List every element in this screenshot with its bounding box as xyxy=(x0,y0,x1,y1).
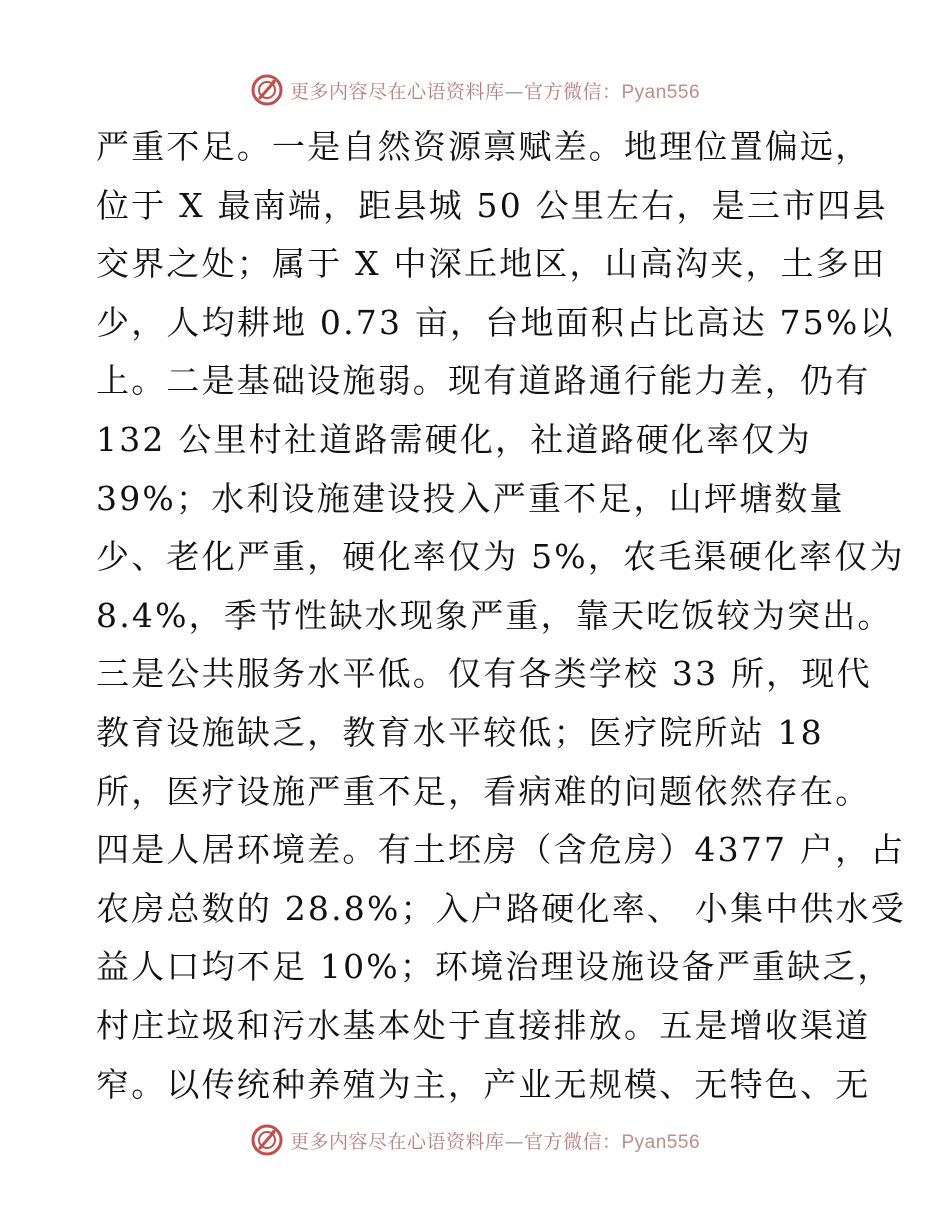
body-line: 三是公共服务水平低。仅有各类学校 33 所，现代 xyxy=(96,654,872,694)
body-line: 少，人均耕地 0.73 亩，台地面积占比高达 75%以 xyxy=(96,302,895,342)
watermark-dash: — xyxy=(504,80,524,103)
body-line: 交界之处；属于 X 中深丘地区，山高沟夹，土多田 xyxy=(96,244,887,284)
watermark-text: 更多内容尽在心语资料库 xyxy=(289,80,505,103)
official-account-id: Pyan556 xyxy=(621,1131,701,1153)
seal-logo-icon xyxy=(250,73,284,107)
body-line: 教育设施缺乏，教育水平较低；医疗院所站 18 xyxy=(96,712,824,752)
body-line: 132 公里村社道路需硬化，社道路硬化率仅为 xyxy=(96,419,812,459)
body-line: 窄。以传统种养殖为主，产业无规模、无特色、无 xyxy=(96,1064,871,1104)
document-body xyxy=(96,118,907,1114)
official-account-label: 官方微信： xyxy=(523,80,622,103)
body-line: 39%；水利设施建设投入严重不足，山坪塘数量 xyxy=(96,478,845,518)
body-line: 上。二是基础设施弱。现有道路通行能力差，仍有 xyxy=(96,361,871,401)
footer-watermark xyxy=(0,1120,950,1160)
official-account-id: Pyan556 xyxy=(621,81,701,103)
body-line: 益人口均不足 10%；环境治理设施设备严重缺乏， xyxy=(96,947,893,987)
body-line: 农房总数的 28.8%；入户路硬化率、 小集中供水受 xyxy=(96,888,907,928)
watermark-text: 更多内容尽在心语资料库 xyxy=(289,1130,505,1153)
official-account-label: 官方微信： xyxy=(523,1130,622,1153)
body-line: 村庄垃圾和污水基本处于直接排放。五是增收渠道 xyxy=(96,1005,871,1045)
header-watermark xyxy=(0,70,950,110)
body-line: 8.4%，季节性缺水现象严重，靠天吃饭较为突出。 xyxy=(96,595,893,635)
watermark-label xyxy=(290,1127,700,1154)
seal-logo-icon xyxy=(250,1123,284,1157)
body-line: 少、老化严重，硬化率仅为 5%，农毛渠硬化率仅为 xyxy=(96,537,905,577)
body-line: 所，医疗设施严重不足，看病难的问题依然存在。 xyxy=(96,771,871,811)
body-line: 位于 X 最南端，距县城 50 公里左右，是三市四县 xyxy=(96,185,888,225)
body-line: 严重不足。一是自然资源禀赋差。地理位置偏远， xyxy=(96,127,871,166)
watermark-label xyxy=(290,77,700,104)
body-line: 四是人居环境差。有土坯房（含危房）4377 户，占 xyxy=(96,830,906,870)
watermark-dash: — xyxy=(504,1130,524,1153)
